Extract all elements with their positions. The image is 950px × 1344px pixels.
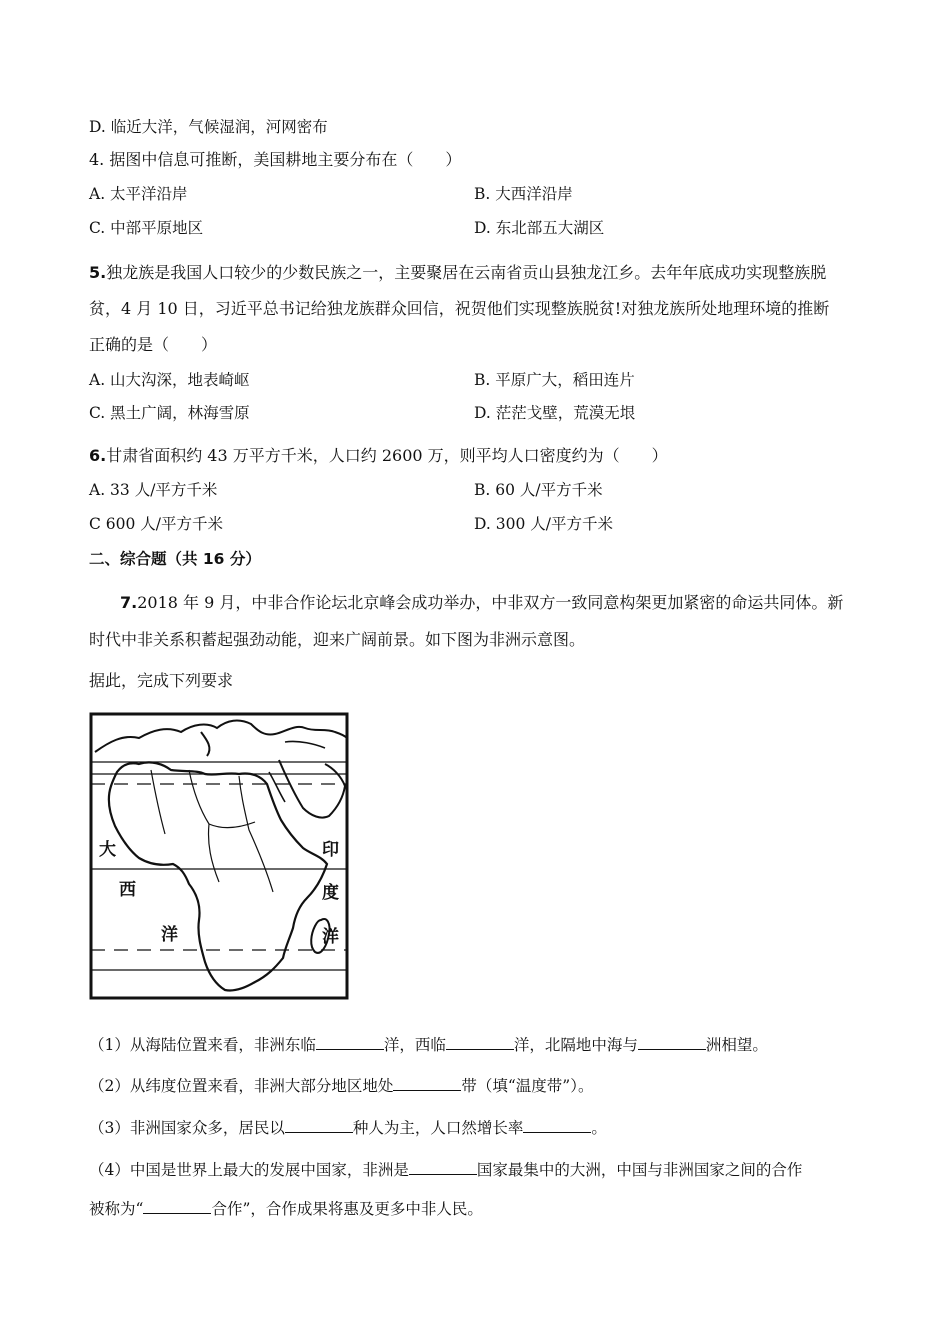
q7-sub1-text3: 洋，北隔地中海与 (513, 1036, 638, 1054)
q6-option-c: C 600 人/平方千米 (89, 515, 224, 533)
africa-map (89, 712, 349, 1000)
indian-label-2: 度 (322, 883, 339, 903)
q7-sub2-text1: （2）从纬度位置来看，非洲大部分地区地处 (89, 1077, 394, 1095)
q7-intro-line2: 时代中非关系积蓄起强劲动能，迎来广阔前景。如下图为非洲示意图。 (89, 630, 586, 649)
atlantic-label-2: 西 (119, 880, 136, 900)
atlantic-label-1: 大 (99, 840, 116, 860)
q7-sub3-text1: （3）非洲国家众多，居民以 (89, 1119, 285, 1137)
q7-sub4-text4: 合作”，合作成果将惠及更多中非人民。 (211, 1200, 483, 1218)
q7-sub2-text2: 带（填“温度带”）。 (461, 1077, 594, 1095)
q5-option-c: C. 黑土广阔，林海雪原 (89, 404, 250, 422)
q5-option-d: D. 茫茫戈壁，荒漠无垠 (474, 404, 636, 422)
section2-title: 二、综合题（共 16 分） (89, 550, 261, 568)
atlantic-label-3: 洋 (161, 925, 178, 945)
q5-stem-text1: 独龙族是我国人口较少的少数民族之一，主要聚居在云南省贡山县独龙江乡。去年年底成功实现整族脱 (106, 263, 827, 282)
q6-option-b: B. 60 人/平方千米 (474, 481, 603, 499)
q7-sub4-line2 (89, 1198, 483, 1220)
q6-stem-text: 甘肃省面积约 43 万平方千米，人口约 2600 万，则平均人口密度约为（ ） (106, 446, 668, 465)
map-frame (91, 714, 347, 998)
q5-option-a: A. 山大沟深，地表崎岖 (89, 371, 250, 389)
indian-label-3: 洋 (322, 927, 339, 947)
answer-blank[interactable] (143, 1198, 211, 1214)
answer-blank[interactable] (285, 1117, 353, 1133)
q7-sub4-text2: 国家最集中的大洲，中国与非洲国家之间的合作 (476, 1161, 803, 1179)
q4-stem: 4. 据图中信息可推断，美国耕地主要分布在（ ） (89, 150, 462, 169)
q7-sub3-text3: 。 (591, 1119, 607, 1137)
q6-stem (89, 445, 668, 467)
q6-number: 6. (89, 446, 107, 465)
q6-option-d: D. 300 人/平方千米 (474, 515, 613, 533)
q5-option-b: B. 平原广大，稻田连片 (474, 371, 635, 389)
q4-option-a: A. 太平洋沿岸 (89, 185, 188, 203)
q7-sub4-line1 (89, 1159, 802, 1181)
answer-blank[interactable] (638, 1034, 706, 1050)
q7-sub4-text3: 被称为“ (89, 1200, 144, 1218)
q3-option-d: D. 临近大洋，气候湿润，河网密布 (89, 118, 328, 136)
q4-option-c: C. 中部平原地区 (89, 219, 204, 237)
q5-stem-line2: 贫，4 月 10 日，习近平总书记给独龙族群众回信，祝贺他们实现整族脱贫!对独龙族所处地理环境的推断 (89, 299, 830, 318)
q7-sub2 (89, 1075, 593, 1097)
q5-number: 5. (89, 263, 107, 282)
q7-sub3-text2: 种人为主，人口然增长率 (352, 1119, 524, 1137)
q7-sub1 (89, 1034, 768, 1056)
q7-sub1-text2: 洋，西临 (383, 1036, 446, 1054)
indian-label-1: 印 (322, 840, 339, 860)
q7-sub3 (89, 1117, 607, 1139)
q7-sub1-text1: （1）从海陆位置来看，非洲东临 (89, 1036, 316, 1054)
q4-option-b: B. 大西洋沿岸 (474, 185, 573, 203)
q7-intro-text1: 2018 年 9 月，中非合作论坛北京峰会成功举办，中非双方一致同意构架更加紧密的命运共同体。新 (137, 593, 844, 612)
q7-number: 7. (120, 593, 138, 612)
q5-stem-line3: 正确的是（ ） (89, 335, 218, 354)
answer-blank[interactable] (523, 1117, 591, 1133)
q7-sub4-text1: （4）中国是世界上最大的发展中国家，非洲是 (89, 1161, 409, 1179)
q7-instruction: 据此，完成下列要求 (89, 671, 234, 690)
answer-blank[interactable] (409, 1159, 477, 1175)
q7-intro-line1 (120, 592, 843, 614)
answer-blank[interactable] (446, 1034, 514, 1050)
q6-option-a: A. 33 人/平方千米 (89, 481, 218, 499)
q5-stem-line1 (89, 262, 826, 284)
answer-blank[interactable] (393, 1075, 461, 1091)
answer-blank[interactable] (316, 1034, 384, 1050)
q4-option-d: D. 东北部五大湖区 (474, 219, 605, 237)
q7-sub1-text4: 洲相望。 (705, 1036, 768, 1054)
